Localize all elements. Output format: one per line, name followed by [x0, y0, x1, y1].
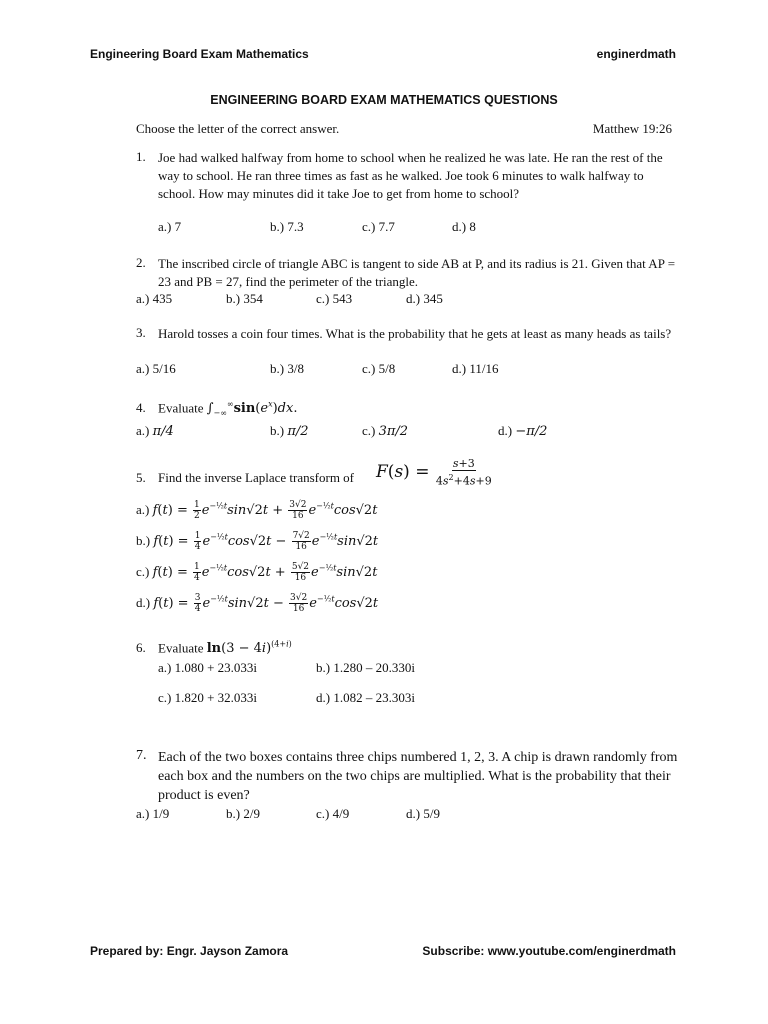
choice-d: d.) 11/16 — [452, 361, 499, 376]
choice-d: d.) 345 — [406, 291, 443, 306]
choice-c: c.) 5/8 — [362, 361, 396, 376]
question-number: 5. — [136, 470, 146, 485]
log-formula: $\ln(3 - 4i)^{(4+i)}$ — [206, 640, 292, 657]
question-number: 3. — [136, 325, 146, 340]
choice-b: b.) 1.280 – 20.330i — [316, 660, 415, 675]
question-text: Each of the two boxes contains three chips numbered 1, 2, 3. A chip is drawn randomly from each box and the numbers on the two chips are multiplied. What is the probability that their product is even? — [158, 750, 678, 803]
choice-a: a.) 435 — [136, 291, 173, 306]
header-right: enginerdmath — [596, 47, 676, 61]
choice-b: b.) 354 — [226, 291, 263, 306]
choice-b: b.) π/2 — [270, 423, 309, 439]
choice-a: a.) 7 — [158, 219, 182, 234]
choice-d: d.) 8 — [452, 219, 476, 234]
question-text: Harold tosses a coin four times. What is the probability that he gets at least as many heads as tails? — [158, 326, 672, 341]
question-text: Evaluate — [158, 400, 204, 416]
header-left: Engineering Board Exam Mathematics — [90, 47, 309, 61]
instruction: Choose the letter of the correct answer. — [136, 121, 340, 136]
page-title: ENGINEERING BOARD EXAM MATHEMATICS QUESTIONS — [210, 93, 558, 107]
question-4-line — [158, 400, 297, 418]
choice-d: d.) f(t) = $\frac{3}{4}$ $e^{-\frac{1}{2}t}\sin√2t$ − $\frac{3√2}{16}$ $e^{-\frac{1}{2}t}\cos√2t$ — [136, 593, 379, 614]
footer-left: Prepared by: Engr. Jayson Zamora — [90, 944, 289, 958]
choice-b: b.) f(t) = $\frac{1}{4}$ $e^{-\frac{1}{2}t}\cos√2t$ − $\frac{7√2}{16}$ $e^{-\frac{1}{2}t}\sin√2t$ — [136, 531, 379, 552]
choice-d: d.) 5/9 — [406, 806, 440, 821]
choice-a: a.) 1/9 — [136, 806, 170, 821]
integral-formula: $\int_{-\infty}^\infty\sin(e^x)dx$. — [206, 400, 298, 418]
choice-c: c.) 1.820 + 32.033i — [158, 690, 258, 705]
choice-a: a.) f(t) = $\frac{1}{2}$ $e^{-\frac{1}{2}t}\sin√2t$ + $\frac{3√2}{16}$ $e^{-\frac{1}{2}t}\cos√2t$ — [136, 500, 378, 521]
question-text: The inscribed circle of triangle ABC is tangent to side AB at P, and its radius is 21. Given that AP = 23 and PB = 27, find the perimeter of the triangle. — [158, 256, 676, 289]
choice-c: c.) 543 — [316, 291, 353, 306]
footer-right: Subscribe: www.youtube.com/enginerdmath — [422, 944, 676, 958]
choice-c: c.) 7.7 — [362, 219, 395, 234]
question-number: 4. — [136, 400, 146, 415]
choice-c: c.) 3π/2 — [362, 423, 409, 439]
question-number: 6. — [136, 640, 146, 655]
laplace-function: F(s) = $\frac{s+3}{4s^2+4s+9}$ — [376, 457, 492, 488]
choice-b: b.) 2/9 — [226, 806, 260, 821]
question-number: 7. — [136, 748, 147, 763]
question-number: 2. — [136, 255, 146, 270]
choice-d: d.) −π/2 — [498, 423, 548, 439]
choice-b: b.) 7.3 — [270, 219, 304, 234]
choice-a: a.) 5/16 — [136, 361, 176, 376]
choice-a: a.) π/4 — [136, 423, 174, 439]
choice-a: a.) 1.080 + 23.033i — [158, 660, 258, 675]
question-number: 1. — [136, 149, 146, 164]
verse-reference: Matthew 19:26 — [592, 121, 672, 136]
question-6-line — [158, 640, 292, 656]
question-text: Evaluate — [158, 640, 204, 656]
choice-d: d.) 1.082 – 23.303i — [316, 690, 415, 705]
choice-c: c.) 4/9 — [316, 806, 350, 821]
choice-b: b.) 3/8 — [270, 361, 304, 376]
choice-c: c.) f(t) = $\frac{1}{4}$ $e^{-\frac{1}{2}t}\cos√2t$ + $\frac{5√2}{16}$ $e^{-\frac{1}{2}t}\sin√2t$ — [136, 562, 378, 583]
question-text: Find the inverse Laplace transform of — [158, 470, 355, 485]
question-text: Joe had walked halfway from home to school when he realized he was late. He ran the rest of the way to school. He ran three times as fast as he walked. Joe took 6 minutes to walk halfway to school. How may minutes did it take Joe to get from home to school? — [158, 150, 663, 201]
